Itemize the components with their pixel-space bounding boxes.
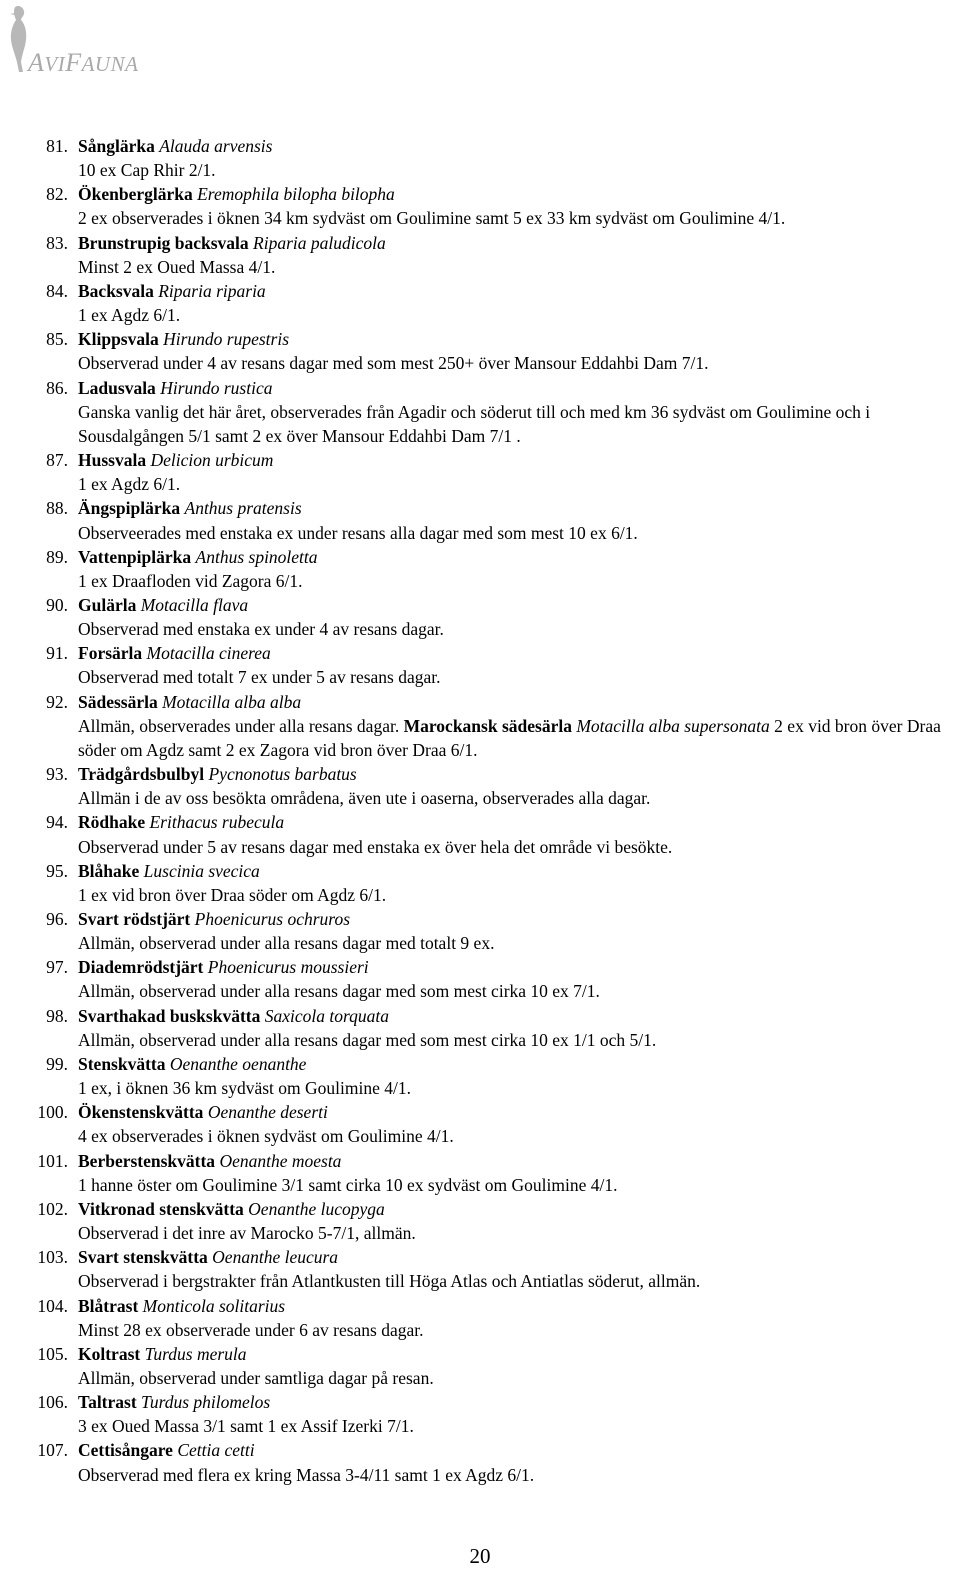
species-entry xyxy=(0,1390,960,1438)
common-name: Trädgårdsbulbyl xyxy=(78,764,205,785)
scientific-name: Turdus merula xyxy=(144,1343,247,1364)
species-entry xyxy=(0,182,960,230)
species-number: 82. xyxy=(46,184,68,205)
observation-main: Allmän, observerad under alla resans dagar med totalt 9 ex. xyxy=(78,933,495,954)
observation-text xyxy=(78,617,960,641)
species-entry xyxy=(0,762,960,810)
common-name: Blåhake xyxy=(78,860,140,881)
observation-main: 1 ex Draafloden vid Zagora 6/1. xyxy=(78,570,303,591)
observation-main: Allmän, observerad under samtliga dagar på resan. xyxy=(78,1367,434,1388)
observation-text xyxy=(78,400,960,448)
species-heading xyxy=(46,690,960,714)
species-number: 93. xyxy=(46,764,68,785)
scientific-name: Oenanthe lucopyga xyxy=(248,1198,385,1219)
scientific-name: Pycnonotus barbatus xyxy=(208,764,357,785)
observation-main: Observerad med flera ex kring Massa 3-4/11 samt 1 ex Agdz 6/1. xyxy=(78,1464,535,1485)
scientific-name: Anthus spinoletta xyxy=(195,546,318,567)
common-name: Diademrödstjärt xyxy=(78,957,204,978)
observation-main: Observerad i det inre av Marocko 5-7/1, allmän. xyxy=(78,1223,416,1244)
species-number: 99. xyxy=(46,1053,68,1074)
scientific-name: Phoenicurus moussieri xyxy=(207,957,369,978)
scientific-name: Motacilla cinerea xyxy=(146,643,271,664)
logo-wordmark: AVIFAUNA xyxy=(28,48,139,77)
scientific-name: Luscinia svecica xyxy=(143,860,260,881)
scientific-name: Alauda arvensis xyxy=(159,136,273,156)
observation-text xyxy=(78,158,960,182)
observation-main: 1 ex Agdz 6/1. xyxy=(78,305,181,326)
common-name: Svarthakad buskskvätta xyxy=(78,1005,261,1026)
observation-text xyxy=(78,1076,960,1100)
observation-text xyxy=(78,1221,960,1245)
species-number: 94. xyxy=(46,812,68,833)
species-number: 105. xyxy=(37,1343,68,1364)
observation-text xyxy=(78,883,960,907)
species-number: 81. xyxy=(46,136,68,156)
common-name: Svart stenskvätta xyxy=(78,1247,208,1268)
species-heading xyxy=(46,376,960,400)
scientific-name: Anthus pratensis xyxy=(184,498,302,519)
species-heading xyxy=(46,448,960,472)
observation-text xyxy=(78,206,960,230)
observation-text xyxy=(78,351,960,375)
common-name: Gulärla xyxy=(78,594,137,615)
observation-text xyxy=(78,255,960,279)
observation-main: 2 ex observerades i öknen 34 km sydväst om Goulimine samt 5 ex 33 km sydväst om Goulimine 4/1. xyxy=(78,208,786,229)
species-heading xyxy=(37,1342,960,1366)
species-heading xyxy=(37,1149,960,1173)
common-name: Rödhake xyxy=(78,812,146,833)
observation-main: Observerad under 4 av resans dagar med som mest 250+ över Mansour Eddahbi Dam 7/1. xyxy=(78,353,709,374)
observation-text xyxy=(78,1028,960,1052)
species-number: 86. xyxy=(46,377,68,398)
species-entry xyxy=(0,1149,960,1197)
scientific-name: Oenanthe deserti xyxy=(207,1102,328,1123)
scientific-name: Riparia paludicola xyxy=(253,232,386,253)
scientific-name: Hirundo rustica xyxy=(160,377,273,398)
species-heading xyxy=(46,1052,960,1076)
species-entry xyxy=(0,1052,960,1100)
species-heading xyxy=(46,231,960,255)
scientific-name: Monticola solitarius xyxy=(142,1295,286,1316)
species-entry xyxy=(0,545,960,593)
observation-main: 4 ex observerades i öknen sydväst om Goulimine 4/1. xyxy=(78,1126,454,1147)
species-entry xyxy=(0,1438,960,1486)
species-entry xyxy=(0,1294,960,1342)
species-number: 98. xyxy=(46,1005,68,1026)
species-heading xyxy=(46,134,960,158)
species-entry xyxy=(0,1245,960,1293)
common-name: Ökenberglärka xyxy=(78,184,193,205)
common-name: Sädessärla xyxy=(78,691,158,712)
species-number: 107. xyxy=(37,1440,68,1461)
common-name: Hussvala xyxy=(78,450,147,471)
observation-main: Ganska vanlig det här året, observerades från Agadir och söderut till och med km 36 sydväst om Goulimine och i Sousdalgången 5/1 samt 2 ex över Mansour Eddahbi Dam 7/1 . xyxy=(78,401,871,446)
species-heading xyxy=(37,1438,960,1462)
species-number: 84. xyxy=(46,280,68,301)
species-number: 100. xyxy=(37,1102,68,1123)
observation-text xyxy=(78,1414,960,1438)
observation-text xyxy=(78,1463,960,1487)
observation-text xyxy=(78,1124,960,1148)
observation-main: 1 hanne öster om Goulimine 3/1 samt cirka 10 ex sydväst om Goulimine 4/1. xyxy=(78,1174,618,1195)
avifauna-logo xyxy=(2,2,172,80)
species-entry xyxy=(0,448,960,496)
species-heading xyxy=(46,859,960,883)
species-heading xyxy=(37,1294,960,1318)
species-heading xyxy=(46,810,960,834)
scientific-name: Eremophila bilopha bilopha xyxy=(197,184,395,205)
species-list xyxy=(0,134,960,1487)
species-entry xyxy=(0,279,960,327)
species-entry xyxy=(0,907,960,955)
species-heading xyxy=(46,182,960,206)
common-name: Koltrast xyxy=(78,1343,141,1364)
observation-main: Allmän, observerad under alla resans dagar med som mest cirka 10 ex 7/1. xyxy=(78,981,600,1002)
species-heading xyxy=(46,327,960,351)
observation-main: Observerad med totalt 7 ex under 5 av resans dagar. xyxy=(78,667,441,688)
common-name: Forsärla xyxy=(78,643,143,664)
species-entry xyxy=(0,496,960,544)
common-name: Ängspiplärka xyxy=(78,498,181,519)
scientific-name: Oenanthe leucura xyxy=(212,1247,339,1268)
observation-main: Minst 2 ex Oued Massa 4/1. xyxy=(78,256,276,277)
observation-main: 1 ex, i öknen 36 km sydväst om Goulimine 4/1. xyxy=(78,1078,411,1099)
common-name: Vitkronad stenskvätta xyxy=(78,1198,244,1219)
observation-text xyxy=(78,521,960,545)
observation-text xyxy=(78,1173,960,1197)
species-number: 106. xyxy=(37,1392,68,1413)
common-name: Ladusvala xyxy=(78,377,156,398)
observation-main: Observerad i bergstrakter från Atlantkusten till Höga Atlas och Antiatlas söderut, allmän. xyxy=(78,1271,701,1292)
species-number: 97. xyxy=(46,957,68,978)
scientific-name: Riparia riparia xyxy=(158,280,266,301)
species-number: 87. xyxy=(46,450,68,471)
species-number: 101. xyxy=(37,1150,68,1171)
observation-main: Allmän i de av oss besökta områdena, även ute i oaserna, observerades alla dagar. xyxy=(78,788,651,809)
scientific-name: Cettia cetti xyxy=(177,1440,255,1461)
observation-main: Allmän, observerad under alla resans dagar med som mest cirka 10 ex 1/1 och 5/1. xyxy=(78,1029,657,1050)
common-name: Vattenpiplärka xyxy=(78,546,192,567)
observation-text xyxy=(78,1318,960,1342)
species-entry xyxy=(0,376,960,448)
species-number: 85. xyxy=(46,329,68,350)
common-name: Ökenstenskvätta xyxy=(78,1102,204,1123)
species-heading xyxy=(46,955,960,979)
observation-text xyxy=(78,979,960,1003)
species-entry xyxy=(0,134,960,182)
scientific-name: Delicion urbicum xyxy=(150,450,274,471)
common-name: Sånglärka xyxy=(78,136,155,156)
species-number: 91. xyxy=(46,643,68,664)
species-entry xyxy=(0,327,960,375)
species-heading xyxy=(37,1197,960,1221)
common-name: Cettisångare xyxy=(78,1440,173,1461)
species-number: 92. xyxy=(46,691,68,712)
species-heading xyxy=(46,593,960,617)
species-number: 103. xyxy=(37,1247,68,1268)
common-name: Svart rödstjärt xyxy=(78,909,191,929)
common-name: Brunstrupig backsvala xyxy=(78,232,249,253)
species-heading xyxy=(46,641,960,665)
species-number: 83. xyxy=(46,232,68,253)
scientific-name: Turdus philomelos xyxy=(141,1392,271,1413)
species-number: 104. xyxy=(37,1295,68,1316)
species-heading xyxy=(37,1245,960,1269)
species-number: 88. xyxy=(46,498,68,519)
observation-text xyxy=(78,665,960,689)
common-name: Backsvala xyxy=(78,280,154,301)
observation-main: Observeerades med enstaka ex under resans alla dagar med som mest 10 ex 6/1. xyxy=(78,522,638,543)
subspecies-observation: 2 ex vid bron över Draa söder om Agdz samt 2 ex Zagora vid bron över Draa 6/1. xyxy=(78,715,941,760)
species-entry xyxy=(0,231,960,279)
observation-text xyxy=(78,835,960,859)
common-name: Taltrast xyxy=(78,1392,137,1413)
common-name: Klippsvala xyxy=(78,329,159,350)
species-entry xyxy=(0,690,960,762)
scientific-name: Oenanthe moesta xyxy=(219,1150,342,1171)
species-entry xyxy=(0,1197,960,1245)
observation-main: 10 ex Cap Rhir 2/1. xyxy=(78,160,216,181)
species-number: 90. xyxy=(46,594,68,615)
observation-main: Allmän, observerades under alla resans dagar. xyxy=(78,715,400,736)
observation-main: 1 ex Agdz 6/1. xyxy=(78,474,181,495)
observation-main: 3 ex Oued Massa 3/1 samt 1 ex Assif Izerki 7/1. xyxy=(78,1416,414,1437)
page-number: 20 xyxy=(469,1544,491,1568)
scientific-name: Motacilla flava xyxy=(140,594,249,615)
common-name: Stenskvätta xyxy=(78,1053,166,1074)
observation-main: Observerad med enstaka ex under 4 av resans dagar. xyxy=(78,619,444,640)
species-number: 89. xyxy=(46,546,68,567)
species-entry xyxy=(0,810,960,858)
observation-text xyxy=(78,786,960,810)
observation-text xyxy=(78,569,960,593)
species-entry xyxy=(0,593,960,641)
scientific-name: Phoenicurus ochruros xyxy=(194,909,351,929)
observation-main: 1 ex vid bron över Draa söder om Agdz 6/1. xyxy=(78,884,387,905)
observation-main: Observerad under 5 av resans dagar med enstaka ex över hela det område vi besökte. xyxy=(78,836,673,857)
observation-text xyxy=(78,1269,960,1293)
observation-text xyxy=(78,472,960,496)
common-name: Blåtrast xyxy=(78,1295,139,1316)
common-name: Berberstenskvätta xyxy=(78,1150,216,1171)
species-entry xyxy=(0,1004,960,1052)
species-heading xyxy=(37,1390,960,1414)
subspecies-scientific-name: Motacilla alba supersonata xyxy=(576,715,770,736)
species-heading xyxy=(37,1100,960,1124)
scientific-name: Motacilla alba alba xyxy=(162,691,302,712)
species-entry xyxy=(0,641,960,689)
observation-text xyxy=(78,714,960,762)
species-entry xyxy=(0,859,960,907)
species-heading xyxy=(46,496,960,520)
species-heading xyxy=(46,1004,960,1028)
scientific-name: Hirundo rupestris xyxy=(163,329,290,350)
scientific-name: Erithacus rubecula xyxy=(149,812,285,833)
scientific-name: Oenanthe oenanthe xyxy=(169,1053,307,1074)
species-heading xyxy=(46,545,960,569)
species-entry xyxy=(0,1342,960,1390)
observation-text xyxy=(78,931,960,955)
observation-text xyxy=(78,1366,960,1390)
species-heading xyxy=(46,762,960,786)
species-number: 96. xyxy=(46,909,68,929)
scientific-name: Saxicola torquata xyxy=(264,1005,390,1026)
subspecies-common-name: Marockansk sädesärla xyxy=(403,715,572,736)
species-heading xyxy=(46,279,960,303)
observation-main: Minst 28 ex observerade under 6 av resans dagar. xyxy=(78,1319,424,1340)
species-number: 102. xyxy=(37,1198,68,1219)
species-number: 95. xyxy=(46,860,68,881)
observation-text xyxy=(78,303,960,327)
species-entry xyxy=(0,1100,960,1148)
species-heading xyxy=(46,907,960,931)
species-entry xyxy=(0,955,960,1003)
